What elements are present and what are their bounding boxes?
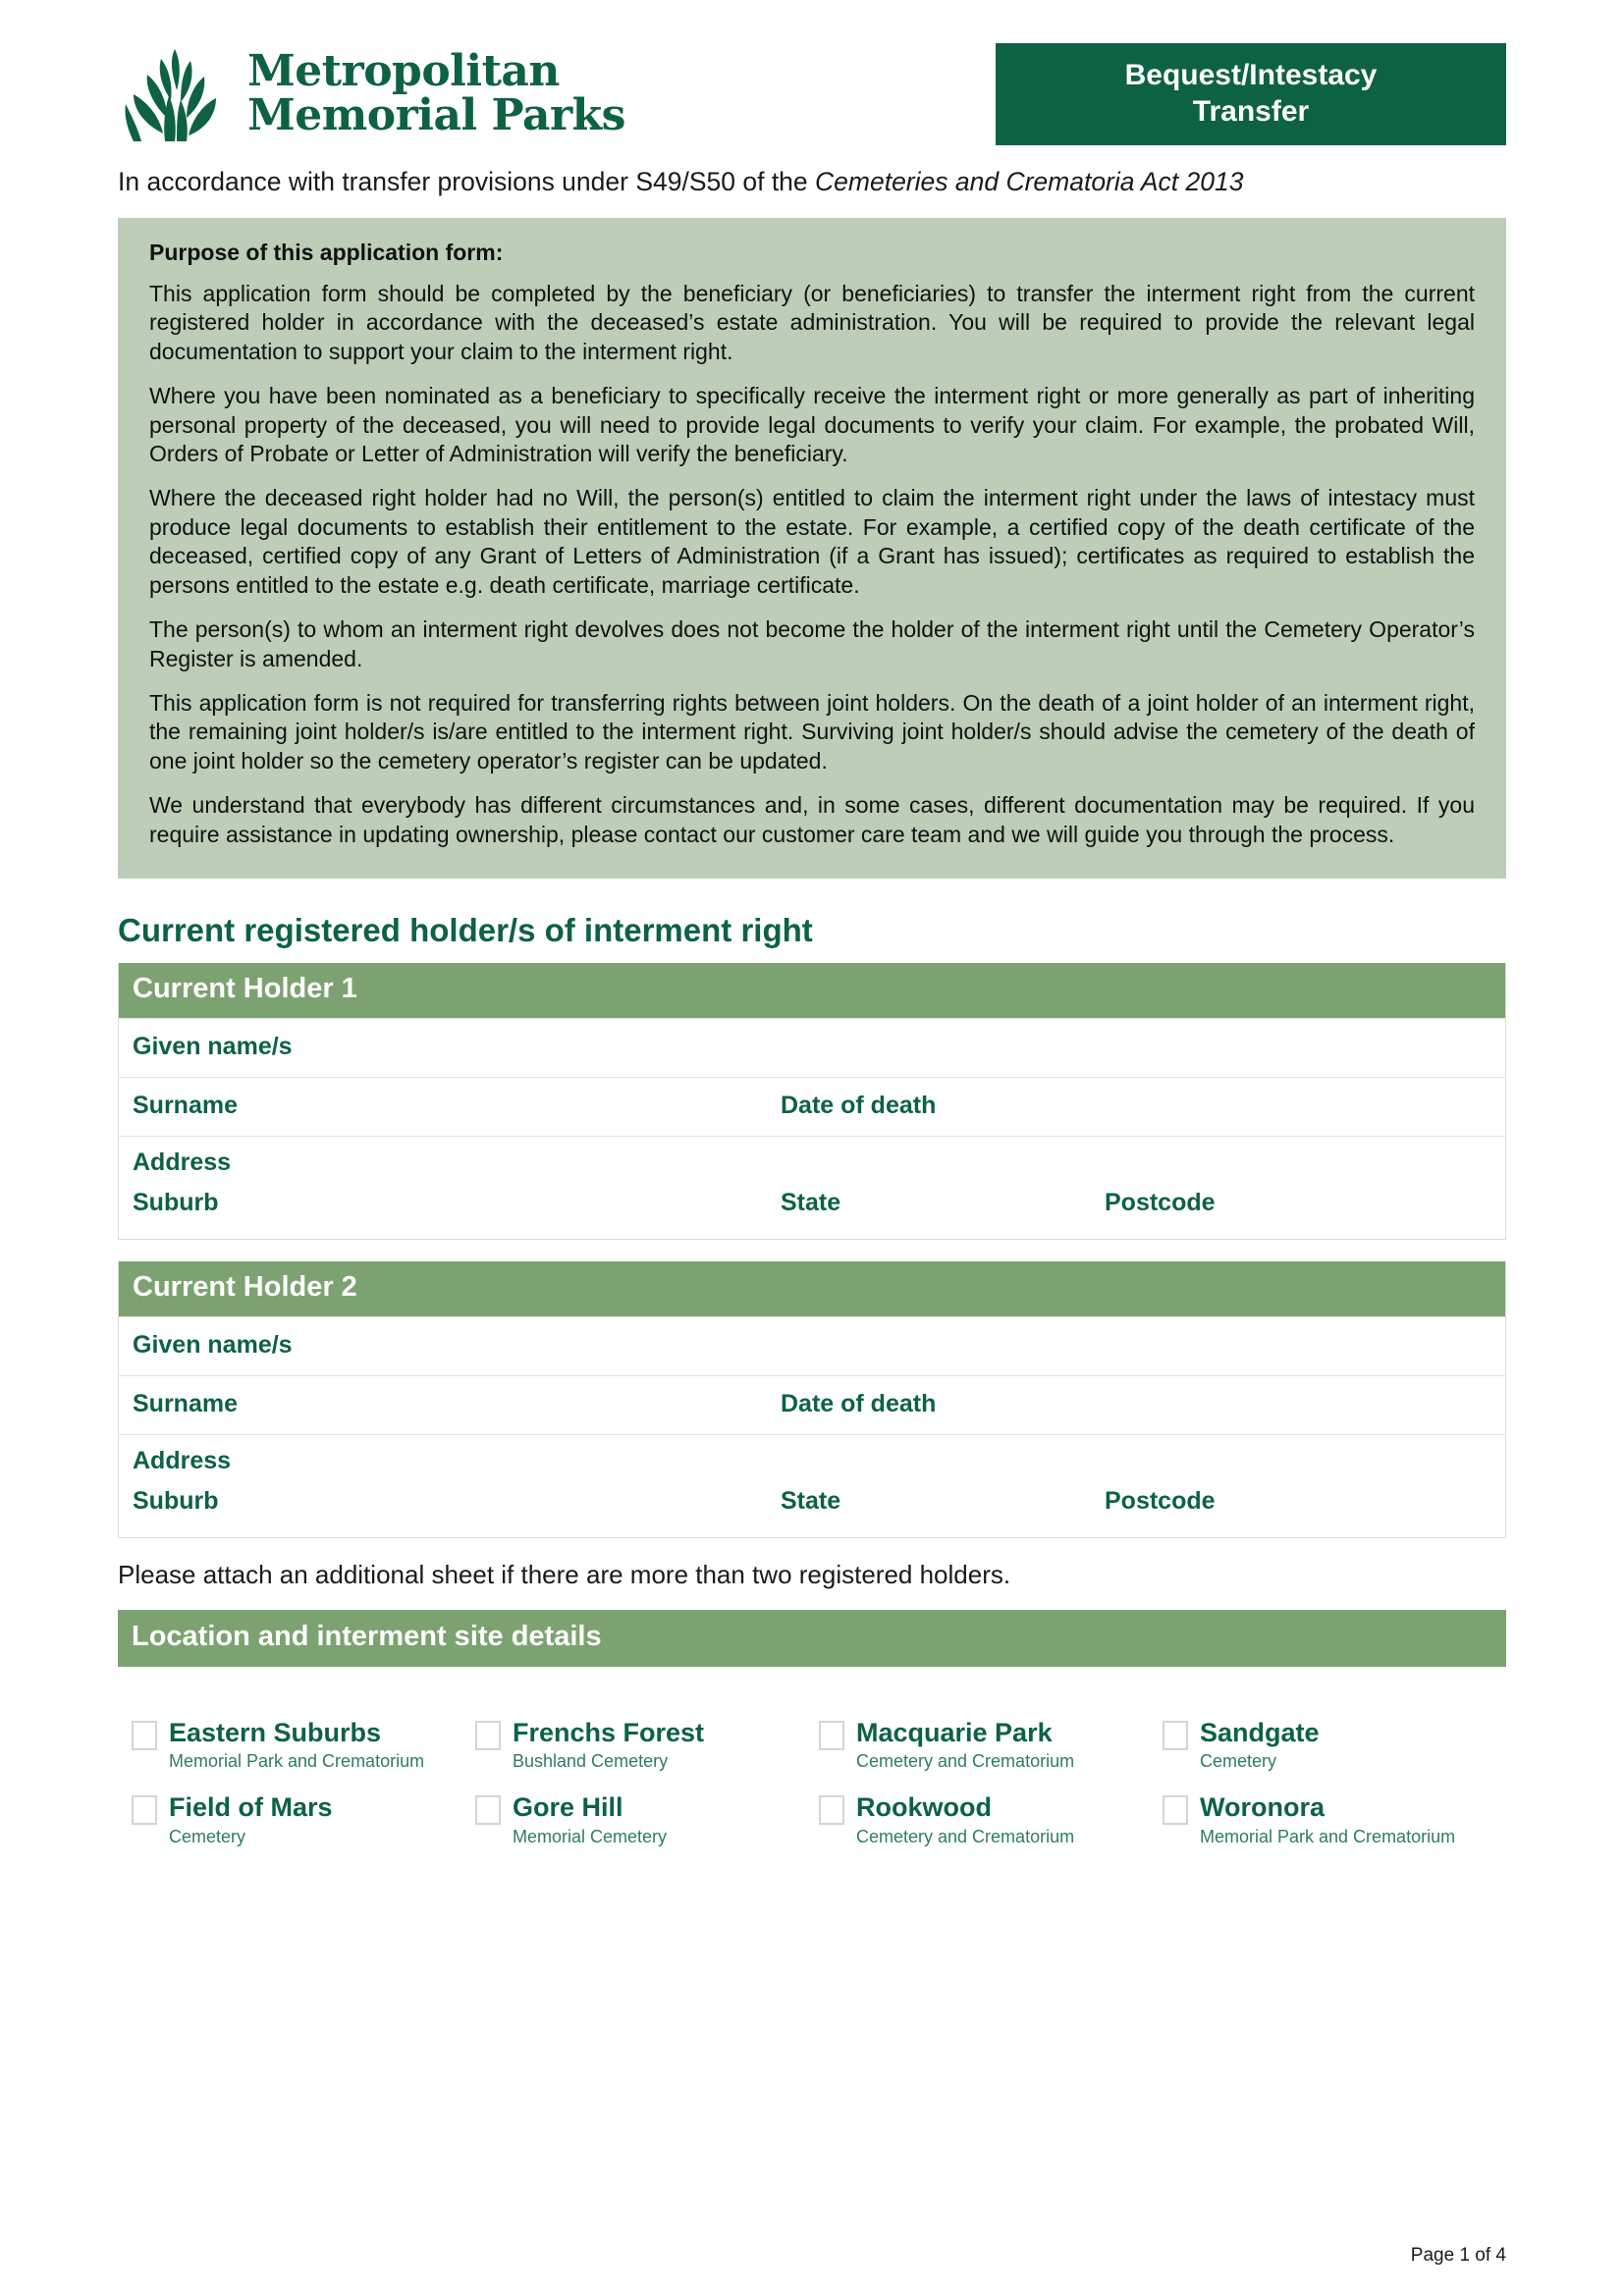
page-title: Current registered holder/s of interment right: [118, 912, 813, 949]
accordance-line: [118, 167, 1506, 198]
location-subtitle: Memorial Cemetery: [513, 1826, 668, 1846]
suburb-label-2[interactable]: Suburb: [133, 1487, 219, 1516]
address-label-1[interactable]: Address: [133, 1148, 232, 1177]
date-of-death-label-1[interactable]: Date of death: [781, 1092, 937, 1120]
location-subtitle: Cemetery: [1200, 1751, 1277, 1772]
location-subtitle: Bushland Cemetery: [513, 1751, 669, 1772]
table-row: [119, 1136, 1505, 1239]
postcode-label-2[interactable]: Postcode: [1105, 1487, 1216, 1516]
location-subtitle: Cemetery: [169, 1826, 246, 1846]
location-subtitle: Memorial Park and Crematorium: [169, 1751, 425, 1772]
additional-sheet-note: Please attach an additional sheet if there are more than two registered holders.: [118, 1560, 1011, 1590]
surname-label-1[interactable]: Surname: [133, 1092, 238, 1120]
location-name: Sandgate: [1200, 1717, 1320, 1747]
location-checkbox-grid: [118, 1718, 1506, 1846]
suburb-label-1[interactable]: Suburb: [133, 1189, 219, 1217]
location-name: Field of Mars: [169, 1792, 333, 1823]
checkbox-gore-hill[interactable]: [475, 1795, 501, 1825]
location-option-eastern-suburbs[interactable]: [132, 1718, 475, 1771]
location-option-woronora[interactable]: [1163, 1792, 1506, 1845]
given-name-label-2[interactable]: Given name/s: [133, 1331, 293, 1360]
checkbox-rookwood[interactable]: [819, 1795, 844, 1825]
checkbox-eastern-suburbs[interactable]: [132, 1721, 157, 1750]
page-footer: Page 1 of 4: [1410, 2245, 1506, 2266]
brand-line-2: Memorial Parks: [247, 90, 625, 140]
purpose-paragraph-4: The person(s) to whom an interment right devolves does not become the holder of the interment right until the Cemetery Operator’s Register is amended.: [149, 616, 1475, 671]
purpose-box: [118, 218, 1506, 879]
form-title-line-1: Bequest/Intestacy: [1124, 59, 1378, 92]
checkbox-woronora[interactable]: [1163, 1795, 1188, 1825]
purpose-paragraph-6: We understand that everybody has different circumstances and, in some cases, different documentation may be required. If you require assistance in updating ownership, please contact our customer care team and we will guide you through the process.: [149, 792, 1475, 847]
holder-1-bar: Current Holder 1: [119, 963, 1505, 1018]
purpose-paragraph-3: Where the deceased right holder had no Will, the person(s) entitled to claim the interment right under the laws of intestacy must produce legal documents to establish their entitlement to the estate. For example, a certified copy of the death certificate of the deceased, certified copy of any Grant of Letters of Administration (if a Grant has issued); certificates as required to establish the persons entitled to the estate e.g. death certificate, marriage certificate.: [149, 485, 1475, 598]
accordance-act-name: Cemeteries and Crematoria Act 2013: [815, 167, 1244, 196]
location-section-bar: Location and interment site details: [118, 1610, 1506, 1667]
location-option-rookwood[interactable]: [819, 1792, 1163, 1845]
holder-2-bar: Current Holder 2: [119, 1261, 1505, 1316]
location-option-field-of-mars[interactable]: [132, 1792, 475, 1845]
table-row: [119, 1375, 1505, 1434]
checkbox-macquarie-park[interactable]: [819, 1721, 844, 1750]
purpose-heading: Purpose of this application form:: [149, 239, 504, 265]
form-title-box: [996, 43, 1506, 145]
suburb-state-postcode-row-2: [119, 1477, 1505, 1537]
surname-label-2[interactable]: Surname: [133, 1390, 238, 1418]
location-name: Eastern Suburbs: [169, 1717, 382, 1747]
location-option-gore-hill[interactable]: [475, 1792, 819, 1845]
location-option-macquarie-park[interactable]: [819, 1718, 1163, 1771]
purpose-paragraph-2: Where you have been nominated as a beneficiary to specifically receive the interment right or more generally as part of inheriting personal property of the deceased, you will need to provide legal documents to verify your claim. For example, the probated Will, Orders of Probate or Letter of Administration will verify the beneficiary.: [149, 383, 1475, 466]
location-name: Rookwood: [856, 1792, 992, 1823]
table-row: [119, 1018, 1505, 1077]
state-label-1[interactable]: State: [781, 1189, 841, 1217]
brand-wordmark: [247, 46, 625, 140]
purpose-paragraph-5: This application form is not required for transferring rights between joint holders. On the death of a joint holder of an interment right, the remaining joint holder/s is/are entitled to the interment right. Surviving joint holder/s should advise the cemetery of the death of one joint holder so the cemetery operator’s register can be updated.: [149, 690, 1475, 774]
table-row: [119, 1316, 1505, 1375]
location-name: Macquarie Park: [856, 1717, 1053, 1747]
location-subtitle: Cemetery and Crematorium: [856, 1826, 1075, 1846]
form-title-line-2: Transfer: [1192, 95, 1310, 128]
address-label-2[interactable]: Address: [133, 1447, 232, 1475]
location-option-frenchs-forest[interactable]: [475, 1718, 819, 1771]
brand-line-1: Metropolitan: [247, 46, 560, 97]
holder-2-table: [118, 1261, 1506, 1538]
checkbox-sandgate[interactable]: [1163, 1721, 1188, 1750]
location-name: Gore Hill: [513, 1792, 623, 1823]
purpose-paragraph-1: This application form should be completed by the beneficiary (or beneficiaries) to transfer the interment right from the current registered holder in accordance with the deceased’s estate administration. You will be required to provide the relevant legal documentation to support your claim to the interment right.: [149, 280, 1475, 364]
state-label-2[interactable]: State: [781, 1487, 841, 1516]
table-row: [119, 1434, 1505, 1537]
location-subtitle: Cemetery and Crematorium: [856, 1751, 1075, 1772]
brand-logo: [118, 43, 625, 145]
location-name: Woronora: [1200, 1792, 1325, 1823]
holder-1-table: [118, 963, 1506, 1240]
location-option-sandgate[interactable]: [1163, 1718, 1506, 1771]
leaf-cluster-icon: [118, 43, 234, 145]
page-header: [118, 0, 1506, 140]
table-row: [119, 1077, 1505, 1136]
location-subtitle: Memorial Park and Crematorium: [1200, 1826, 1456, 1846]
accordance-prefix: In accordance with transfer provisions under S49/S50 of the: [118, 167, 816, 196]
location-name: Frenchs Forest: [513, 1717, 705, 1747]
given-name-label-1[interactable]: Given name/s: [133, 1033, 293, 1061]
checkbox-frenchs-forest[interactable]: [475, 1721, 501, 1750]
date-of-death-label-2[interactable]: Date of death: [781, 1390, 937, 1418]
suburb-state-postcode-row-1: [119, 1179, 1505, 1239]
postcode-label-1[interactable]: Postcode: [1105, 1189, 1216, 1217]
checkbox-field-of-mars[interactable]: [132, 1795, 157, 1825]
